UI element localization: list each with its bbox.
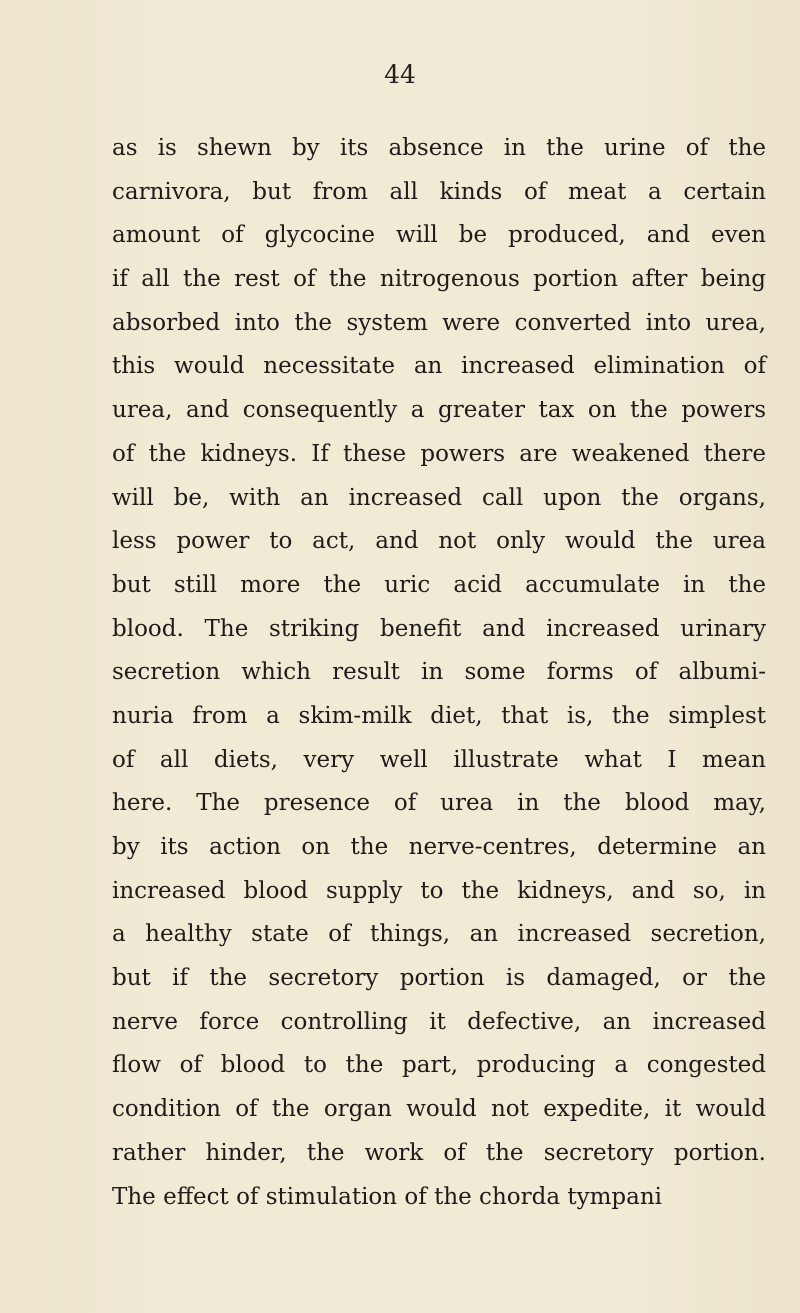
text-line: nuria from a skim-milk diet, that is, the simplest: [112, 702, 766, 729]
text-line: of all diets, very well illustrate what I mean: [112, 746, 766, 773]
text-line: but if the secretory portion is damaged, or the: [112, 965, 766, 992]
text-line: secretion which result in some forms of albumi-: [112, 659, 766, 686]
text-line: absorbed into the system were converted into urea,: [112, 309, 766, 336]
page-number: 44: [384, 60, 416, 89]
text-line: if all the rest of the nitrogenous portion after being: [112, 266, 766, 293]
text-line: this would necessitate an increased elimination of: [112, 353, 766, 380]
text-line: of the kidneys. If these powers are weakened there: [112, 440, 766, 467]
body-text: [112, 127, 766, 1219]
text-line: but still more the uric acid accumulate in the: [112, 571, 766, 598]
text-line: carnivora, but from all kinds of meat a certain: [112, 178, 766, 205]
text-line: increased blood supply to the kidneys, and so, in: [112, 877, 766, 904]
text-line: here. The presence of urea in the blood may,: [112, 790, 766, 817]
text-line: a healthy state of things, an increased secretion,: [112, 921, 766, 948]
text-line: blood. The striking benefit and increased urinary: [112, 615, 766, 642]
text-line: will be, with an increased call upon the organs,: [112, 484, 766, 511]
text-line: condition of the organ would not expedite, it would: [112, 1096, 766, 1123]
text-line: by its action on the nerve-centres, determine an: [112, 834, 766, 860]
text-line: nerve force controlling it defective, an increased: [112, 1008, 766, 1035]
text-line: rather hinder, the work of the secretory portion.: [112, 1139, 766, 1166]
text-line: as is shewn by its absence in the urine of the: [112, 135, 766, 161]
text-line: The effect of stimulation of the chorda tympani: [112, 1183, 662, 1210]
text-line: amount of glycocine will be produced, and even: [112, 222, 766, 249]
text-line: less power to act, and not only would the urea: [112, 528, 766, 555]
text-line: flow of blood to the part, producing a congested: [112, 1052, 766, 1079]
text-line: urea, and consequently a greater tax on the powers: [112, 397, 766, 424]
